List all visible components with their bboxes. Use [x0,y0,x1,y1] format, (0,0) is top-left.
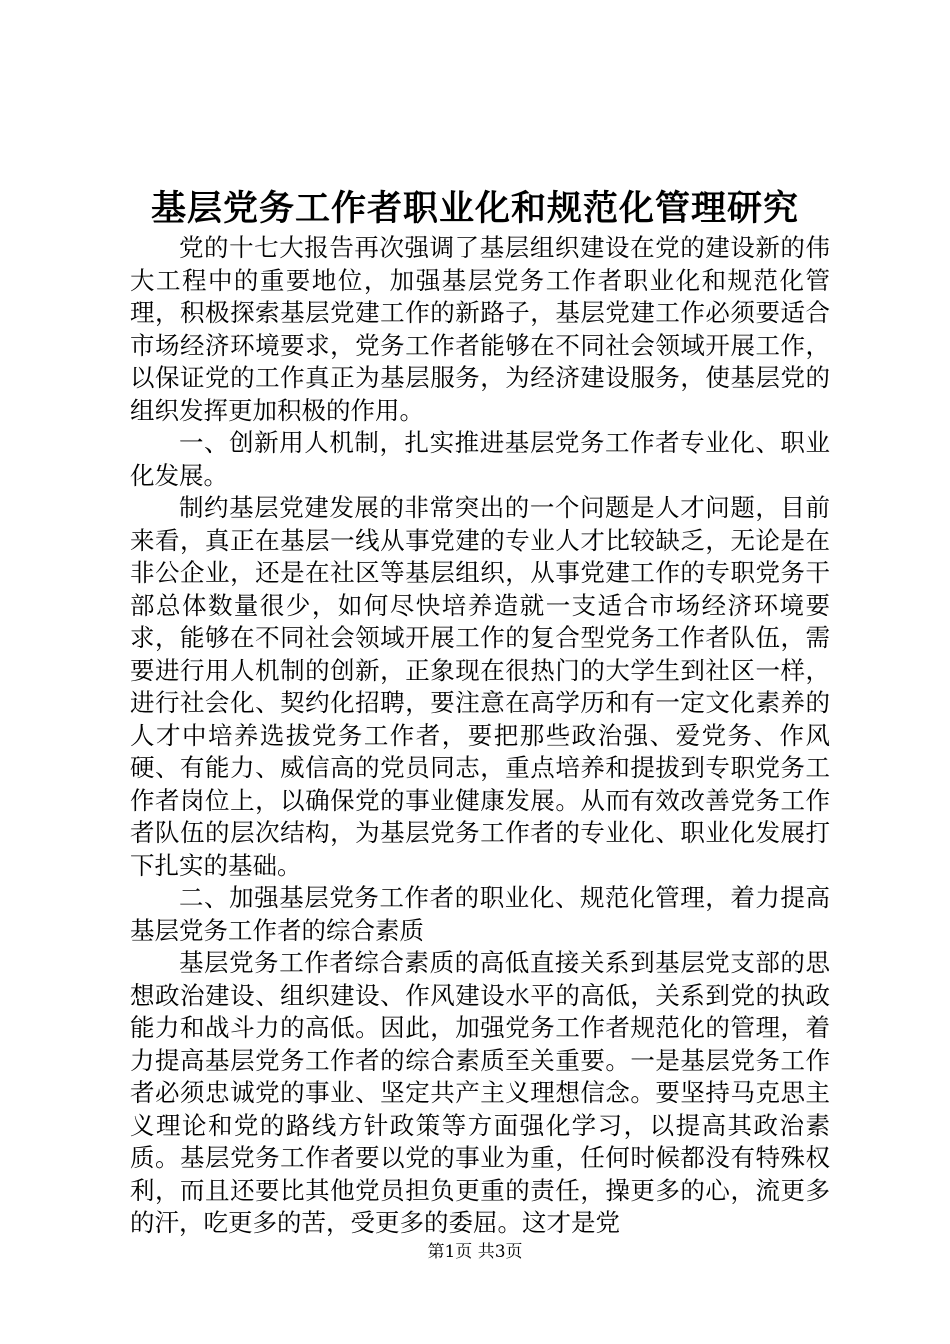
section-heading-1: 一、创新用人机制，扎实推进基层党务工作者专业化、职业化发展。 [130,428,830,490]
document-body [130,232,830,1240]
document-title: 基层党务工作者职业化和规范化管理研究 [150,188,799,229]
paragraph-section-1: 制约基层党建发展的非常突出的一个问题是人才问题，目前来看，真正在基层一线从事党建的专业人才比较缺乏，无论是在非公企业，还是在社区等基层组织，从事党建工作的专职党务干部总体数量很少，如何尽快培养造就一支适合市场经济环境要求，能够在不同社会领域开展工作的复合型党务工作者队伍，需要进行用人机制的创新，正象现在很热门的大学生到社区一样，进行社会化、契约化招聘，要注意在高学历和有一定文化素养的人才中培养选拔党务工作者，要把那些政治强、爱党务、作风硬、有能力、威信高的党员同志，重点培养和提拔到专职党务工作者岗位上，以确保党的事业健康发展。从而有效改善党务工作者队伍的层次结构，为基层党务工作者的专业化、职业化发展打下扎实的基础。 [130,493,830,880]
page-number-footer: 第1页 共3页 [427,1242,523,1262]
paragraph-section-2: 基层党务工作者综合素质的高低直接关系到基层党支部的思想政治建设、组织建设、作风建设水平的高低，关系到党的执政能力和战斗力的高低。因此，加强党务工作者规范化的管理，着力提高基层党务工作者的综合素质至关重要。一是基层党务工作者必须忠诚党的事业、坚定共产主义理想信念。要坚持马克思主义理论和党的路线方针政策等方面强化学习，以提高其政治素质。基层党务工作者要以党的事业为重，任何时候都没有特殊权利，而且还要比其他党员担负更重的责任，操更多的心，流更多的汗，吃更多的苦，受更多的委屈。这才是党 [130,948,830,1237]
paragraph-intro: 党的十七大报告再次强调了基层组织建设在党的建设新的伟大工程中的重要地位，加强基层党务工作者职业化和规范化管理，积极探索基层党建工作的新路子，基层党建工作必须要适合市场经济环境要求，党务工作者能够在不同社会领域开展工作，以保证党的工作真正为基层服务，为经济建设服务，使基层党的组织发挥更加积极的作用。 [130,233,830,425]
section-heading-2: 二、加强基层党务工作者的职业化、规范化管理，着力提高基层党务工作者的综合素质 [130,883,830,945]
